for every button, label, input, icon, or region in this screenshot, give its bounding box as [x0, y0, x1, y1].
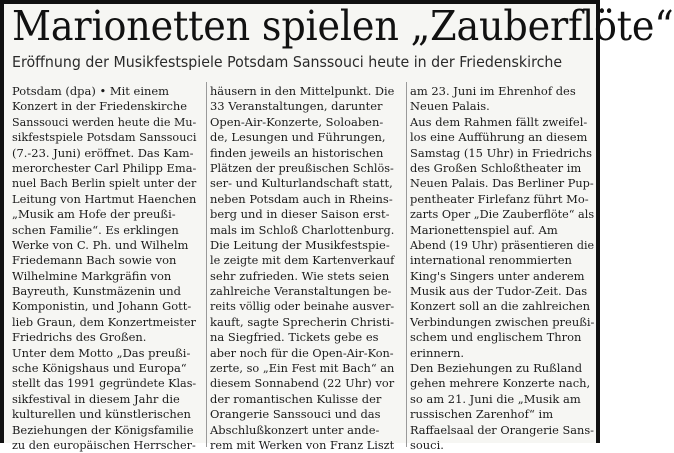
- text-line: nuel Bach Berlin spielt unter der: [12, 176, 197, 191]
- text-line: Beziehungen der Königsfamilie: [12, 422, 194, 437]
- text-line: zahlreiche Veranstaltungen be-: [210, 284, 392, 299]
- text-line: kulturellen und künstlerischen: [12, 407, 191, 422]
- text-line: Samstag (15 Uhr) in Friedrichs: [410, 145, 593, 160]
- text-line: am 23. Juni im Ehrenhof des: [410, 84, 576, 98]
- text-line: mals im Schloß Charlottenburg.: [210, 222, 395, 237]
- text-line: Neuen Palais.: [410, 99, 490, 114]
- text-line: (7.-23. Juni) eröffnet. Das Kam-: [12, 145, 194, 160]
- text-line: na Siegfried. Tickets gebe es: [210, 330, 379, 345]
- text-line: schem und englischem Thron: [410, 330, 582, 345]
- text-line: Abschlußkonzert unter ande-: [210, 422, 380, 437]
- article-subheadline: Eröffnung der Musikfestspiele Potsdam Sanssouci heute in der Friedenskirche: [12, 53, 563, 71]
- text-line: neben Potsdam auch in Rheins-: [210, 191, 393, 206]
- text-line: ser- und Kulturlandschaft statt,: [210, 176, 393, 191]
- text-line: so am 21. Juni die „Musik am: [410, 391, 581, 406]
- text-line: zarts Oper „Die Zauberflöte“ als: [410, 207, 595, 222]
- article-headline: Marionetten spielen „Zauberflöte“: [12, 2, 674, 50]
- text-line: Leitung von Hartmut Haenchen: [12, 191, 197, 206]
- text-line: aber noch für die Open-Air-Kon-: [210, 345, 394, 360]
- text-line: Konzert in der Friedenskirche: [12, 99, 188, 114]
- text-line: diesem Sonnabend (22 Uhr) vor: [210, 376, 395, 391]
- text-line: gehen mehrere Konzerte nach,: [410, 376, 591, 391]
- text-line: Bayreuth, Kunstmäzenin und: [12, 284, 182, 299]
- text-line: international renommierten: [410, 253, 572, 268]
- text-line: Abend (19 Uhr) präsentieren die: [410, 237, 595, 252]
- text-line: reits völlig oder beinahe ausver-: [210, 299, 395, 314]
- text-line: sikfestival in diesem Jahr die: [12, 391, 180, 406]
- text-line: Wilhelmine Markgräfin von: [12, 268, 172, 283]
- text-line: „Musik am Hofe der preußi-: [12, 207, 176, 222]
- text-line: merorchester Carl Philipp Ema-: [12, 160, 197, 175]
- text-line: sikfestspiele Potsdam Sanssouci: [12, 130, 197, 145]
- text-line: der romantischen Kulisse der: [210, 391, 382, 406]
- text-line: Raffaelsaal der Orangerie Sans-: [410, 422, 594, 437]
- article-column-1: [12, 84, 198, 453]
- text-line: Unter dem Motto „Das preußi-: [12, 345, 191, 360]
- text-line: 33 Veranstaltungen, darunter: [210, 99, 383, 114]
- article-column-3: [410, 84, 596, 453]
- text-line: Neuen Palais. Das Berliner Pup-: [410, 176, 594, 191]
- text-line: Plätzen der preußischen Schlös-: [210, 160, 394, 175]
- text-line: Marionettenspiel auf. Am: [410, 222, 558, 237]
- text-line: Komponistin, und Johann Gott-: [12, 299, 192, 314]
- text-line: sche Königshaus und Europa“: [12, 361, 187, 376]
- text-line: lieb Graun, dem Konzertmeister: [12, 314, 196, 329]
- text-line: schen Familie“. Es erklingen: [12, 222, 179, 237]
- text-line: Friedemann Bach sowie von: [12, 253, 177, 268]
- text-line: finden jeweils an historischen: [210, 145, 384, 160]
- text-line: Die Leitung der Musikfestspie-: [210, 237, 390, 252]
- text-line: Den Beziehungen zu Rußland: [410, 361, 583, 376]
- text-line: le zeigte mit dem Kartenverkauf: [210, 253, 395, 268]
- text-line: zerte, so „Ein Fest mit Bach“ an: [210, 361, 395, 376]
- text-line: Konzert soll an die zahlreichen: [410, 299, 591, 314]
- text-line: Sanssouci werden heute die Mu-: [12, 114, 197, 129]
- article-body: [12, 84, 596, 452]
- article-column-2: [210, 84, 396, 453]
- text-line: erinnern.: [410, 345, 465, 360]
- text-line: King's Singers unter anderem: [410, 268, 585, 283]
- text-line: souci.: [410, 437, 444, 452]
- text-line: zu den europäischen Herrscher-: [12, 437, 196, 452]
- text-line: sehr zufrieden. Wie stets seien: [210, 268, 390, 283]
- text-line: rem mit Werken von Franz Liszt: [210, 437, 395, 452]
- text-line: los eine Aufführung an diesem: [410, 130, 588, 145]
- text-line: häusern in den Mittelpunkt. Die: [210, 84, 395, 98]
- text-line: pentheater Firlefanz führt Mo-: [410, 191, 589, 206]
- text-line: stellt das 1991 gegründete Klas-: [12, 376, 197, 391]
- text-line: russischen Zarenhof“ im: [410, 407, 554, 422]
- text-line: des Großen Schloßtheater im: [410, 160, 582, 175]
- text-line: Verbindungen zwischen preußi-: [410, 314, 595, 329]
- text-line: Potsdam (dpa) • Mit einem: [12, 84, 170, 98]
- text-line: de, Lesungen und Führungen,: [210, 130, 386, 145]
- text-line: Open-Air-Konzerte, Soloaben-: [210, 114, 384, 129]
- text-line: Orangerie Sanssouci und das: [210, 407, 381, 422]
- text-line: berg und in dieser Saison erst-: [210, 207, 390, 222]
- text-line: Friedrichs des Großen.: [12, 330, 147, 345]
- text-line: Werke von C. Ph. und Wilhelm: [12, 237, 189, 252]
- text-line: Aus dem Rahmen fällt zweifel-: [410, 114, 588, 129]
- text-line: kauft, sagte Sprecherin Christi-: [210, 314, 395, 329]
- text-line: Musik aus der Tudor-Zeit. Das: [410, 284, 588, 299]
